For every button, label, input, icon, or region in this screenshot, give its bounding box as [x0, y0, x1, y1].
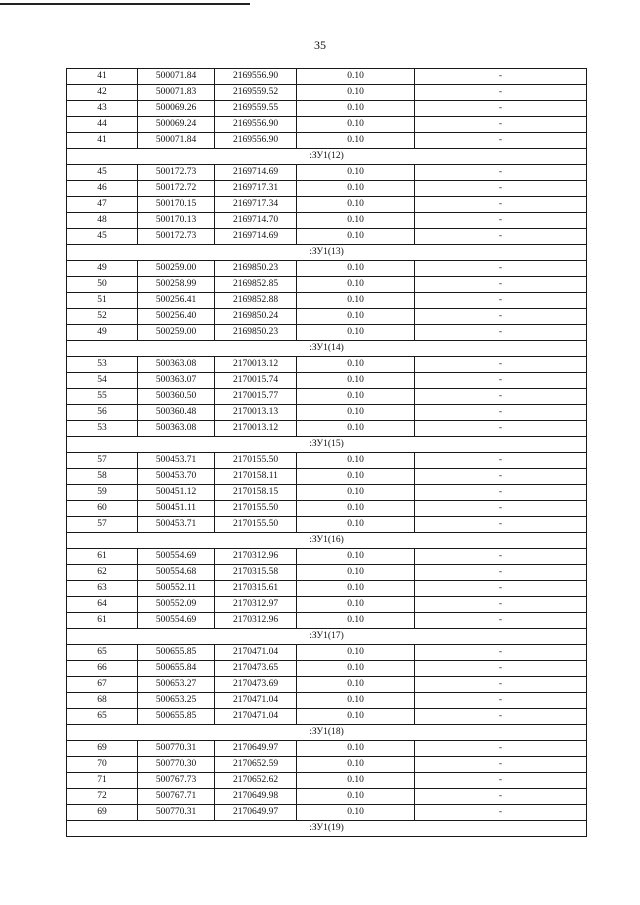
- description-cell: -: [415, 229, 587, 245]
- x-coordinate-cell: 500170.13: [138, 213, 215, 229]
- precision-cell: 0.10: [297, 197, 415, 213]
- scan-edge-rule: [0, 3, 250, 5]
- table-row: [67, 133, 587, 149]
- point-number-cell: 41: [67, 69, 138, 85]
- y-coordinate-cell: 2170471.04: [215, 645, 297, 661]
- table-row: [67, 309, 587, 325]
- point-number-cell: 45: [67, 229, 138, 245]
- x-coordinate-cell: 500172.72: [138, 181, 215, 197]
- description-cell: -: [415, 357, 587, 373]
- point-number-cell: 60: [67, 501, 138, 517]
- description-cell: -: [415, 101, 587, 117]
- description-cell: -: [415, 421, 587, 437]
- x-coordinate-cell: 500655.84: [138, 661, 215, 677]
- y-coordinate-cell: 2170155.50: [215, 501, 297, 517]
- description-cell: -: [415, 325, 587, 341]
- x-coordinate-cell: 500071.84: [138, 133, 215, 149]
- precision-cell: 0.10: [297, 165, 415, 181]
- precision-cell: 0.10: [297, 485, 415, 501]
- table-row: [67, 645, 587, 661]
- x-coordinate-cell: 500770.31: [138, 741, 215, 757]
- point-number-cell: 62: [67, 565, 138, 581]
- y-coordinate-cell: 2170155.50: [215, 517, 297, 533]
- table-row: [67, 229, 587, 245]
- table-row: [67, 181, 587, 197]
- section-row: [67, 533, 587, 549]
- section-label: :ЗУ1(17): [67, 629, 587, 645]
- description-cell: -: [415, 709, 587, 725]
- point-number-cell: 55: [67, 389, 138, 405]
- x-coordinate-cell: 500069.24: [138, 117, 215, 133]
- point-number-cell: 50: [67, 277, 138, 293]
- precision-cell: 0.10: [297, 85, 415, 101]
- description-cell: -: [415, 69, 587, 85]
- section-label: :ЗУ1(14): [67, 341, 587, 357]
- point-number-cell: 58: [67, 469, 138, 485]
- description-cell: -: [415, 309, 587, 325]
- description-cell: -: [415, 613, 587, 629]
- y-coordinate-cell: 2169556.90: [215, 133, 297, 149]
- description-cell: -: [415, 389, 587, 405]
- x-coordinate-cell: 500172.73: [138, 229, 215, 245]
- precision-cell: 0.10: [297, 597, 415, 613]
- precision-cell: 0.10: [297, 453, 415, 469]
- description-cell: -: [415, 661, 587, 677]
- table-row: [67, 661, 587, 677]
- y-coordinate-cell: 2170473.69: [215, 677, 297, 693]
- description-cell: -: [415, 85, 587, 101]
- table-row: [67, 613, 587, 629]
- table-row: [67, 757, 587, 773]
- precision-cell: 0.10: [297, 277, 415, 293]
- description-cell: -: [415, 581, 587, 597]
- point-number-cell: 56: [67, 405, 138, 421]
- x-coordinate-cell: 500360.48: [138, 405, 215, 421]
- y-coordinate-cell: 2170473.65: [215, 661, 297, 677]
- point-number-cell: 61: [67, 549, 138, 565]
- y-coordinate-cell: 2169714.70: [215, 213, 297, 229]
- point-number-cell: 65: [67, 709, 138, 725]
- description-cell: -: [415, 277, 587, 293]
- x-coordinate-cell: 500554.68: [138, 565, 215, 581]
- y-coordinate-cell: 2170013.13: [215, 405, 297, 421]
- x-coordinate-cell: 500655.85: [138, 645, 215, 661]
- point-number-cell: 57: [67, 517, 138, 533]
- point-number-cell: 49: [67, 261, 138, 277]
- y-coordinate-cell: 2170649.98: [215, 789, 297, 805]
- description-cell: -: [415, 517, 587, 533]
- x-coordinate-cell: 500770.30: [138, 757, 215, 773]
- description-cell: -: [415, 597, 587, 613]
- y-coordinate-cell: 2170158.15: [215, 485, 297, 501]
- x-coordinate-cell: 500360.50: [138, 389, 215, 405]
- section-label: :ЗУ1(19): [67, 821, 587, 837]
- y-coordinate-cell: 2170652.62: [215, 773, 297, 789]
- description-cell: -: [415, 805, 587, 821]
- table-row: [67, 517, 587, 533]
- y-coordinate-cell: 2169852.85: [215, 277, 297, 293]
- precision-cell: 0.10: [297, 133, 415, 149]
- description-cell: -: [415, 197, 587, 213]
- y-coordinate-cell: 2169717.31: [215, 181, 297, 197]
- point-number-cell: 54: [67, 373, 138, 389]
- description-cell: -: [415, 405, 587, 421]
- y-coordinate-cell: 2169559.52: [215, 85, 297, 101]
- x-coordinate-cell: 500767.73: [138, 773, 215, 789]
- table-row: [67, 565, 587, 581]
- x-coordinate-cell: 500552.11: [138, 581, 215, 597]
- description-cell: -: [415, 133, 587, 149]
- section-label: :ЗУ1(18): [67, 725, 587, 741]
- x-coordinate-cell: 500767.71: [138, 789, 215, 805]
- section-row: [67, 725, 587, 741]
- table-row: [67, 485, 587, 501]
- x-coordinate-cell: 500655.85: [138, 709, 215, 725]
- table-row: [67, 405, 587, 421]
- y-coordinate-cell: 2170315.58: [215, 565, 297, 581]
- table-row: [67, 69, 587, 85]
- precision-cell: 0.10: [297, 373, 415, 389]
- table-row: [67, 261, 587, 277]
- precision-cell: 0.10: [297, 213, 415, 229]
- point-number-cell: 70: [67, 757, 138, 773]
- coordinates-table-body: [67, 69, 587, 837]
- y-coordinate-cell: 2169714.69: [215, 229, 297, 245]
- precision-cell: 0.10: [297, 501, 415, 517]
- point-number-cell: 49: [67, 325, 138, 341]
- coordinates-table: [66, 68, 587, 837]
- section-row: [67, 149, 587, 165]
- description-cell: -: [415, 261, 587, 277]
- x-coordinate-cell: 500069.26: [138, 101, 215, 117]
- point-number-cell: 68: [67, 693, 138, 709]
- x-coordinate-cell: 500363.07: [138, 373, 215, 389]
- y-coordinate-cell: 2169852.88: [215, 293, 297, 309]
- table-row: [67, 597, 587, 613]
- table-row: [67, 197, 587, 213]
- y-coordinate-cell: 2169850.23: [215, 261, 297, 277]
- x-coordinate-cell: 500453.71: [138, 453, 215, 469]
- y-coordinate-cell: 2170649.97: [215, 805, 297, 821]
- point-number-cell: 53: [67, 357, 138, 373]
- table-row: [67, 165, 587, 181]
- table-row: [67, 789, 587, 805]
- point-number-cell: 41: [67, 133, 138, 149]
- y-coordinate-cell: 2169559.55: [215, 101, 297, 117]
- x-coordinate-cell: 500451.11: [138, 501, 215, 517]
- point-number-cell: 63: [67, 581, 138, 597]
- point-number-cell: 48: [67, 213, 138, 229]
- description-cell: -: [415, 181, 587, 197]
- table-row: [67, 501, 587, 517]
- x-coordinate-cell: 500259.00: [138, 261, 215, 277]
- x-coordinate-cell: 500554.69: [138, 549, 215, 565]
- description-cell: -: [415, 213, 587, 229]
- description-cell: -: [415, 469, 587, 485]
- description-cell: -: [415, 117, 587, 133]
- description-cell: -: [415, 789, 587, 805]
- y-coordinate-cell: 2170015.77: [215, 389, 297, 405]
- table-row: [67, 453, 587, 469]
- section-label: :ЗУ1(15): [67, 437, 587, 453]
- table-row: [67, 213, 587, 229]
- point-number-cell: 65: [67, 645, 138, 661]
- point-number-cell: 51: [67, 293, 138, 309]
- description-cell: -: [415, 677, 587, 693]
- x-coordinate-cell: 500256.40: [138, 309, 215, 325]
- table-row: [67, 117, 587, 133]
- description-cell: -: [415, 741, 587, 757]
- point-number-cell: 53: [67, 421, 138, 437]
- section-label: :ЗУ1(16): [67, 533, 587, 549]
- x-coordinate-cell: 500451.12: [138, 485, 215, 501]
- table-row: [67, 325, 587, 341]
- description-cell: -: [415, 293, 587, 309]
- precision-cell: 0.10: [297, 693, 415, 709]
- section-row: [67, 245, 587, 261]
- y-coordinate-cell: 2170312.96: [215, 549, 297, 565]
- description-cell: -: [415, 165, 587, 181]
- description-cell: -: [415, 565, 587, 581]
- point-number-cell: 59: [67, 485, 138, 501]
- x-coordinate-cell: 500363.08: [138, 421, 215, 437]
- description-cell: -: [415, 549, 587, 565]
- table-row: [67, 773, 587, 789]
- precision-cell: 0.10: [297, 757, 415, 773]
- x-coordinate-cell: 500170.15: [138, 197, 215, 213]
- precision-cell: 0.10: [297, 805, 415, 821]
- precision-cell: 0.10: [297, 309, 415, 325]
- point-number-cell: 61: [67, 613, 138, 629]
- precision-cell: 0.10: [297, 741, 415, 757]
- x-coordinate-cell: 500259.00: [138, 325, 215, 341]
- y-coordinate-cell: 2170013.12: [215, 421, 297, 437]
- precision-cell: 0.10: [297, 181, 415, 197]
- y-coordinate-cell: 2170315.61: [215, 581, 297, 597]
- table-row: [67, 805, 587, 821]
- section-label: :ЗУ1(13): [67, 245, 587, 261]
- y-coordinate-cell: 2169850.24: [215, 309, 297, 325]
- table-row: [67, 469, 587, 485]
- point-number-cell: 66: [67, 661, 138, 677]
- x-coordinate-cell: 500552.09: [138, 597, 215, 613]
- table-row: [67, 693, 587, 709]
- y-coordinate-cell: 2170471.04: [215, 709, 297, 725]
- point-number-cell: 67: [67, 677, 138, 693]
- x-coordinate-cell: 500770.31: [138, 805, 215, 821]
- y-coordinate-cell: 2170155.50: [215, 453, 297, 469]
- precision-cell: 0.10: [297, 101, 415, 117]
- point-number-cell: 64: [67, 597, 138, 613]
- section-row: [67, 821, 587, 837]
- precision-cell: 0.10: [297, 709, 415, 725]
- precision-cell: 0.10: [297, 613, 415, 629]
- table-row: [67, 421, 587, 437]
- precision-cell: 0.10: [297, 229, 415, 245]
- description-cell: -: [415, 453, 587, 469]
- table-row: [67, 101, 587, 117]
- precision-cell: 0.10: [297, 677, 415, 693]
- point-number-cell: 43: [67, 101, 138, 117]
- point-number-cell: 69: [67, 805, 138, 821]
- description-cell: -: [415, 645, 587, 661]
- x-coordinate-cell: 500258.99: [138, 277, 215, 293]
- x-coordinate-cell: 500363.08: [138, 357, 215, 373]
- x-coordinate-cell: 500071.83: [138, 85, 215, 101]
- y-coordinate-cell: 2170312.97: [215, 597, 297, 613]
- point-number-cell: 47: [67, 197, 138, 213]
- table-row: [67, 709, 587, 725]
- description-cell: -: [415, 693, 587, 709]
- precision-cell: 0.10: [297, 389, 415, 405]
- table-row: [67, 581, 587, 597]
- precision-cell: 0.10: [297, 565, 415, 581]
- point-number-cell: 71: [67, 773, 138, 789]
- table-row: [67, 293, 587, 309]
- section-label: :ЗУ1(12): [67, 149, 587, 165]
- precision-cell: 0.10: [297, 581, 415, 597]
- table-row: [67, 741, 587, 757]
- description-cell: -: [415, 485, 587, 501]
- x-coordinate-cell: 500071.84: [138, 69, 215, 85]
- section-row: [67, 629, 587, 645]
- table-row: [67, 357, 587, 373]
- table-row: [67, 389, 587, 405]
- description-cell: -: [415, 373, 587, 389]
- point-number-cell: 42: [67, 85, 138, 101]
- x-coordinate-cell: 500554.69: [138, 613, 215, 629]
- y-coordinate-cell: 2169556.90: [215, 69, 297, 85]
- point-number-cell: 52: [67, 309, 138, 325]
- precision-cell: 0.10: [297, 469, 415, 485]
- y-coordinate-cell: 2170015.74: [215, 373, 297, 389]
- point-number-cell: 57: [67, 453, 138, 469]
- y-coordinate-cell: 2170471.04: [215, 693, 297, 709]
- point-number-cell: 44: [67, 117, 138, 133]
- description-cell: -: [415, 757, 587, 773]
- y-coordinate-cell: 2170312.96: [215, 613, 297, 629]
- table-row: [67, 85, 587, 101]
- precision-cell: 0.10: [297, 293, 415, 309]
- x-coordinate-cell: 500172.73: [138, 165, 215, 181]
- precision-cell: 0.10: [297, 645, 415, 661]
- y-coordinate-cell: 2169556.90: [215, 117, 297, 133]
- y-coordinate-cell: 2170652.59: [215, 757, 297, 773]
- table-row: [67, 677, 587, 693]
- precision-cell: 0.10: [297, 789, 415, 805]
- precision-cell: 0.10: [297, 773, 415, 789]
- table-row: [67, 277, 587, 293]
- precision-cell: 0.10: [297, 117, 415, 133]
- description-cell: -: [415, 773, 587, 789]
- x-coordinate-cell: 500453.70: [138, 469, 215, 485]
- y-coordinate-cell: 2170013.12: [215, 357, 297, 373]
- point-number-cell: 45: [67, 165, 138, 181]
- point-number-cell: 69: [67, 741, 138, 757]
- y-coordinate-cell: 2170158.11: [215, 469, 297, 485]
- x-coordinate-cell: 500453.71: [138, 517, 215, 533]
- precision-cell: 0.10: [297, 261, 415, 277]
- page-number: 35: [314, 38, 326, 52]
- y-coordinate-cell: 2170649.97: [215, 741, 297, 757]
- table-row: [67, 373, 587, 389]
- point-number-cell: 46: [67, 181, 138, 197]
- precision-cell: 0.10: [297, 69, 415, 85]
- y-coordinate-cell: 2169717.34: [215, 197, 297, 213]
- precision-cell: 0.10: [297, 405, 415, 421]
- precision-cell: 0.10: [297, 517, 415, 533]
- x-coordinate-cell: 500653.27: [138, 677, 215, 693]
- precision-cell: 0.10: [297, 549, 415, 565]
- precision-cell: 0.10: [297, 421, 415, 437]
- section-row: [67, 437, 587, 453]
- precision-cell: 0.10: [297, 357, 415, 373]
- x-coordinate-cell: 500256.41: [138, 293, 215, 309]
- point-number-cell: 72: [67, 789, 138, 805]
- table-row: [67, 549, 587, 565]
- y-coordinate-cell: 2169850.23: [215, 325, 297, 341]
- precision-cell: 0.10: [297, 661, 415, 677]
- description-cell: -: [415, 501, 587, 517]
- x-coordinate-cell: 500653.25: [138, 693, 215, 709]
- precision-cell: 0.10: [297, 325, 415, 341]
- y-coordinate-cell: 2169714.69: [215, 165, 297, 181]
- section-row: [67, 341, 587, 357]
